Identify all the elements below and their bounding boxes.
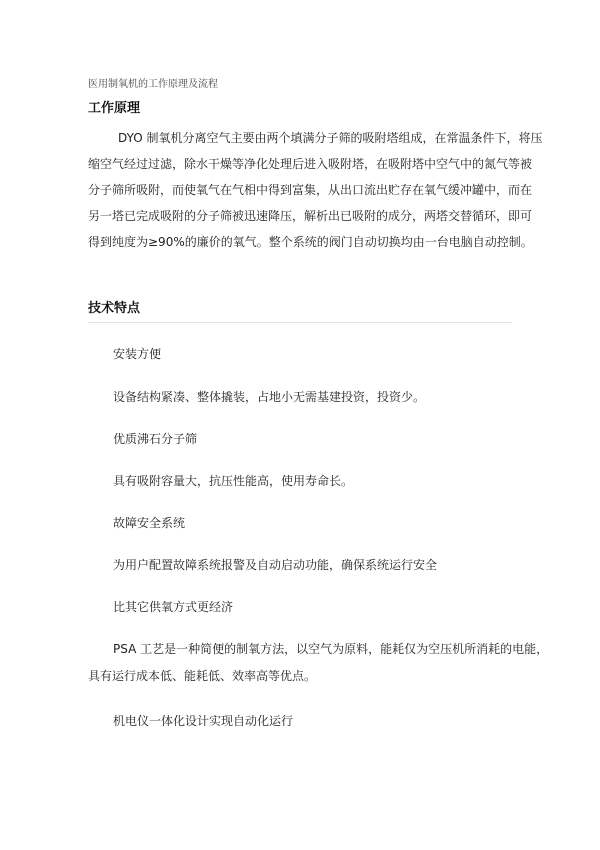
feature-title-zeolite: 优质沸石分子筛 xyxy=(113,432,198,446)
feature-title-economy: 比其它供氧方式更经济 xyxy=(113,600,234,614)
feature-desc-failsafe: 为用户配置故障系统报警及自动启动功能，确保系统运行安全 xyxy=(113,558,438,572)
feature-title-failsafe: 故障安全系统 xyxy=(113,516,186,530)
section-heading-principle: 工作原理 xyxy=(88,101,141,116)
feature-desc-installation: 设备结构紧凑、整体撬装，占地小无需基建投资，投资少。 xyxy=(113,390,426,404)
paragraph-line: 另一塔已完成吸附的分子筛被迅速降压，解析出已吸附的成分，两塔交替循环，即可 xyxy=(88,209,533,223)
feature-desc-zeolite: 具有吸附容量大，抗压性能高，使用寿命长。 xyxy=(113,474,354,488)
feature-title-automation: 机电仪一体化设计实现自动化运行 xyxy=(113,714,294,728)
paragraph-line: DYO 制氧机分离空气主要由两个填满分子筛的吸附塔组成，在常温条件下，将压 xyxy=(118,131,543,145)
section-heading-features: 技术特点 xyxy=(88,301,141,316)
principle-paragraph xyxy=(88,125,543,255)
feature-title-installation: 安装方便 xyxy=(113,347,162,361)
paragraph-line: 得到纯度为≥90%的廉价的氧气。整个系统的阀门自动切换均由一台电脑自动控制。 xyxy=(88,235,533,249)
feature-desc-economy-line2: 具有运行成本低、能耗低、效率高等优点。 xyxy=(88,669,317,683)
paragraph-line: 缩空气经过过滤，除水干燥等净化处理后进入吸附塔，在吸附塔中空气中的氮气等被 xyxy=(88,157,533,171)
section-divider xyxy=(88,322,512,323)
document-title: 医用制氧机的工作原理及流程 xyxy=(88,79,218,90)
paragraph-line: 分子筛所吸附，而使氧气在气相中得到富集，从出口流出贮存在氧气缓冲罐中，而在 xyxy=(88,183,533,197)
feature-desc-economy-line1: PSA 工艺是一种简便的制氧方法，以空气为原料，能耗仅为空压机所消耗的电能， xyxy=(113,642,549,656)
